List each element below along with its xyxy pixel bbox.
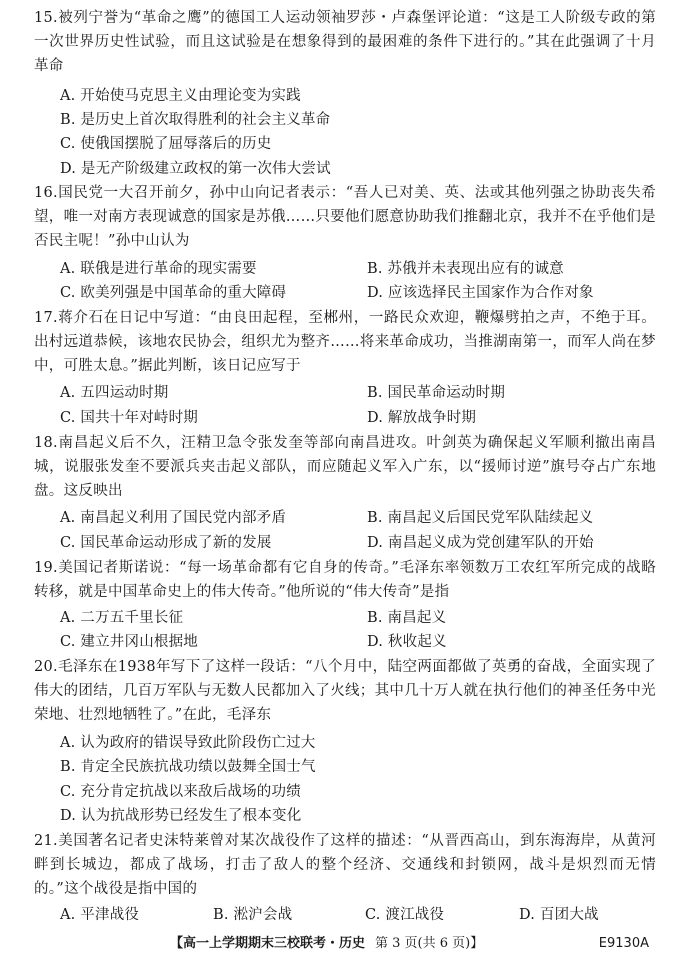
- footer-exam-code: E9130A: [598, 936, 649, 951]
- question-21-stem: 21.美国著名记者史沫特莱曾对某次战役作了这样的描述：“从晋西高山，到东海海岸，从黄河畔到长城边，都成了战场，打击了敌人的整个经济、交通线和封锁网，战斗是炽烈而无情的。”这个战役是指中国的: [34, 833, 656, 897]
- question-16-option-a: A. 联俄是进行革命的现实需要: [60, 261, 257, 277]
- question-18-option-b: B. 南昌起义后国民党军队陆续起义: [367, 510, 594, 526]
- question-16-option-c: C. 欧美列强是中国革命的重大障碍: [60, 285, 287, 301]
- question-19-option-c: C. 建立井冈山根据地: [60, 634, 198, 650]
- question-17-option-a: A. 五四运动时期: [60, 385, 169, 401]
- question-20-option-d: D. 认为抗战形势已经发生了根本变化: [60, 808, 302, 824]
- question-17-option-d: D. 解放战争时期: [367, 410, 477, 426]
- question-17-option-b: B. 国民革命运动时期: [367, 385, 506, 401]
- question-17-stem: 17.蒋介石在日记中写道：“由良田起程，至郴州，一路民众欢迎，鞭爆劈拍之声，不绝于耳。出村远道恭候，该地农民协会，组织尤为整齐……将来革命成功，当推湖南第一，而军人尚在梦中，可胜太息。”据此判断，该日记应写于: [34, 310, 656, 374]
- question-18-option-a: A. 南昌起义利用了国民党内部矛盾: [60, 510, 287, 526]
- question-21-option-d: D. 百团大战: [519, 907, 599, 923]
- question-15-option-a: A. 开始使马克思主义由理论变为实践: [60, 88, 301, 104]
- question-16-option-b: B. 苏俄并未表现出应有的诚意: [367, 261, 564, 277]
- question-20-option-b: B. 肯定全民族抗战功绩以鼓舞全国士气: [60, 759, 316, 775]
- question-16-stem: 16.国民党一大召开前夕，孙中山向记者表示：“吾人已对美、英、法或其他列强之协助丧失希望，唯一对南方表现诚意的国家是苏俄……只要他们愿意协助我们推翻北京，我并不在乎他们是否民主呢！”孙中山认为: [34, 185, 656, 249]
- question-20-option-c: C. 充分肯定抗战以来敌后战场的功绩: [60, 784, 301, 800]
- footer-page-number: 第 3 页(共 6 页)】: [375, 936, 484, 951]
- question-16-option-d: D. 应该选择民主国家作为合作对象: [367, 285, 594, 301]
- question-19-option-a: A. 二万五千里长征: [60, 610, 184, 626]
- question-18-option-d: D. 南昌起义成为党创建军队的开始: [367, 535, 594, 551]
- page-footer: [0, 932, 677, 956]
- question-15-option-d: D. 是无产阶级建立政权的第一次伟大尝试: [60, 161, 331, 177]
- question-17-option-c: C. 国共十年对峙时期: [60, 410, 198, 426]
- question-20-stem: 20.毛泽东在1938年写下了这样一段话：“八个月中，陆空两面都做了英勇的奋战，全面实现了伟大的团结，几百万军队与无数人民都加入了火线；其中几十万人就在执行他们的神圣任务中光荣地、壮烈地牺牲了。”在此，毛泽东: [34, 659, 656, 723]
- footer-title: 【高一上学期期末三校联考・历史: [170, 936, 366, 951]
- question-18-option-c: C. 国民革命运动形成了新的发展: [60, 535, 272, 551]
- question-20-option-a: A. 认为政府的错误导致此阶段伤亡过大: [60, 735, 316, 751]
- question-18-stem: 18.南昌起义后不久，汪精卫急令张发奎等部向南昌进攻。叶剑英为确保起义军顺利撤出南昌城，说服张发奎不要派兵夹击起义部队，而应随起义军入广东，以“援师讨逆”旗号夺占广东地盘。这反映出: [34, 435, 656, 499]
- question-15-option-b: B. 是历史上首次取得胜利的社会主义革命: [60, 112, 331, 128]
- question-21-option-a: A. 平津战役: [60, 907, 140, 923]
- footer-title-group: [170, 932, 483, 956]
- question-21-option-c: C. 渡江战役: [365, 907, 445, 923]
- question-21-option-b: B. 淞沪会战: [213, 907, 293, 923]
- question-19-option-d: D. 秋收起义: [367, 634, 447, 650]
- question-19-stem: 19.美国记者斯诺说：“每一场革命都有它自身的传奇。”毛泽东率领数万工农红军所完成的战略转移，就是中国革命史上的伟大传奇。”他所说的“伟大传奇”是指: [34, 560, 656, 600]
- question-19-option-b: B. 南昌起义: [367, 610, 447, 626]
- question-15-stem: 15.被列宁誉为“革命之鹰”的德国工人运动领袖罗莎・卢森堡评论道：“这是工人阶级专政的第一次世界历史性试验，而且这试验是在想象得到的最困难的条件下进行的。”其在此强调了十月革命: [34, 10, 656, 74]
- question-15-option-c: C. 使俄国摆脱了屈辱落后的历史: [60, 136, 272, 152]
